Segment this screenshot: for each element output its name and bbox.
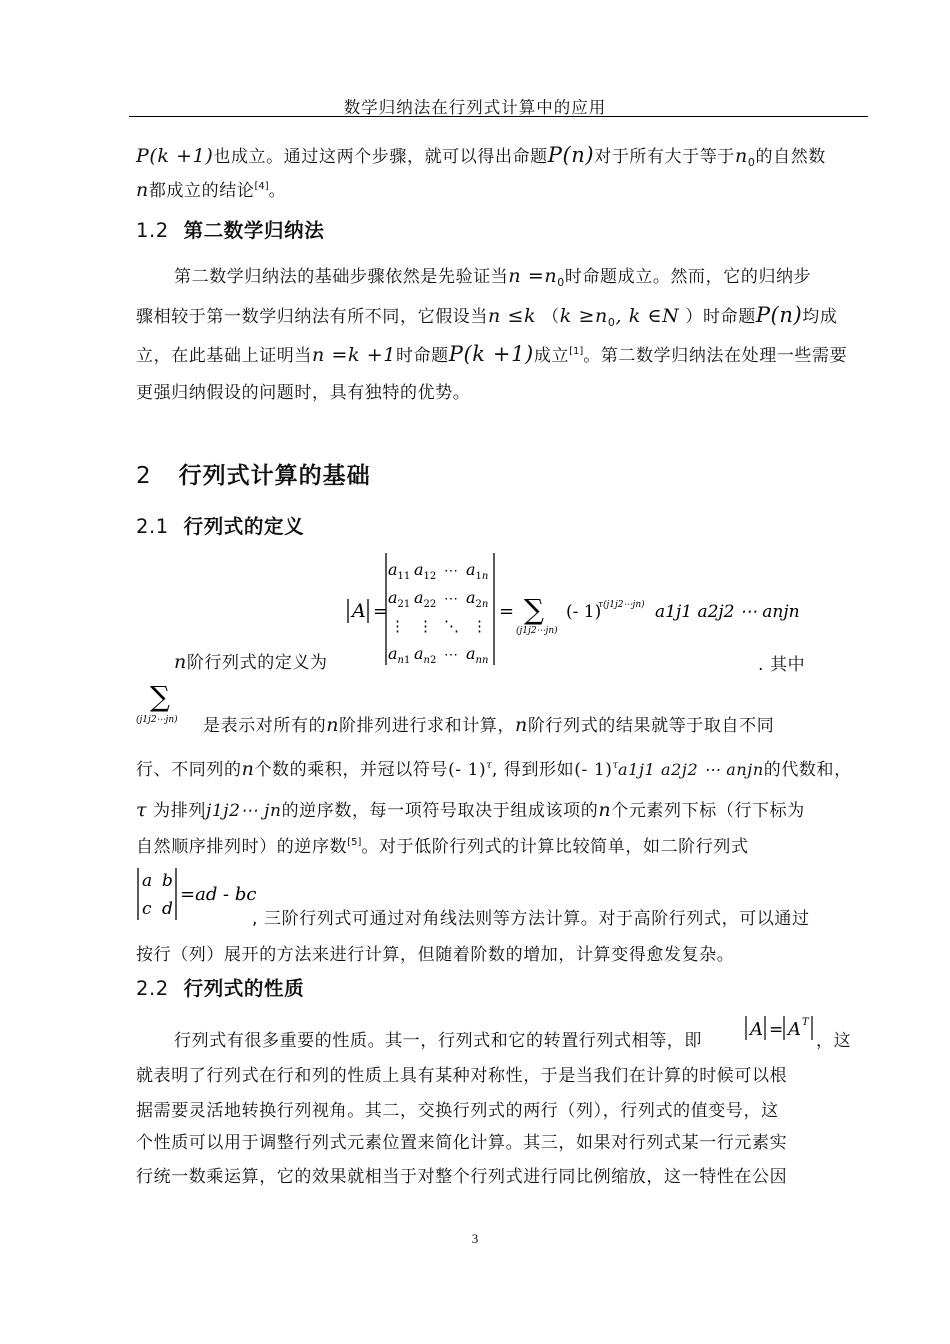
formula-k-in-N: , k ∈N	[615, 305, 680, 327]
citation-4: [4]	[254, 181, 269, 192]
var-n: n	[241, 758, 255, 780]
chapter-number: 2	[136, 463, 152, 489]
para3-text3: 是表示对所有的	[203, 716, 327, 736]
abs-A: A	[352, 600, 366, 622]
equals-sign-2: =	[499, 601, 515, 622]
para3-text2: . 其中	[758, 655, 806, 675]
citation-5: [5]	[347, 837, 362, 848]
det2-b: b	[162, 871, 173, 891]
para3-text4: 阶排列进行求和计算，	[339, 716, 516, 736]
formula-n0-sub: 0	[747, 156, 756, 169]
det2-rhs: =ad - bc	[180, 884, 257, 905]
para2-text10: 。第二数学归纳法在处理一些需要	[583, 346, 848, 366]
matrix-entry-cdots: ⋯	[444, 563, 458, 579]
section-number: 1.2	[136, 219, 169, 242]
para2-text9: 成立	[533, 346, 570, 366]
section-title: 行列式的性质	[183, 977, 305, 1000]
matrix-entry-a22: $a_{22}$	[414, 588, 437, 610]
running-header: 数学归纳法在行列式计算中的应用	[343, 98, 607, 117]
matrix-entry-a12: $a_{12}$	[414, 560, 437, 582]
para4-line5: 行统一数乘运算，它的效果就相当于对整个行列式进行同比例缩放，这一特性在公因	[136, 1167, 788, 1187]
para2-text4: （	[542, 307, 560, 327]
sign-tau: (- 1)	[574, 760, 613, 780]
formula-n: n	[136, 179, 149, 201]
para4-line1	[174, 1026, 702, 1051]
section-title: 行列式的定义	[183, 515, 305, 538]
para2-line3	[136, 341, 847, 366]
para2-line1	[174, 262, 811, 289]
formula-pk1: P(k +1)	[136, 145, 214, 167]
para2-text3: 骤相较于第一数学归纳法有所不同，它假设当	[136, 307, 488, 327]
equals-sign: =	[373, 601, 389, 622]
matrix-entry-a1n: $a_1n$	[466, 560, 489, 582]
para3-line1	[174, 648, 328, 673]
para1-text1: 也成立。通过这两个步骤，就可以得出命题	[213, 147, 548, 167]
sum-symbol: ∑	[524, 593, 544, 626]
section-title: 第二数学归纳法	[183, 219, 325, 242]
para3-text5: 阶行列式的结果就等于取自不同	[527, 716, 775, 736]
formula-n-eq-k1: n =k +1	[312, 344, 396, 366]
product-terms: a1j1 a2j2 ⋯ anjn	[655, 602, 800, 622]
para4-line3: 据需要灵活地转换行列视角。其二，交换行列式的两行（列），行列式的值变号，这	[136, 1101, 779, 1121]
chapter-title: 行列式计算的基础	[178, 463, 371, 489]
para3-text9: 的代数和，	[763, 760, 852, 780]
var-n: n	[174, 651, 187, 673]
matrix-entry-an1: $a_n1$	[388, 644, 411, 666]
sum-index: (j1j2⋯jn)	[516, 626, 558, 636]
matrix-entry-a2n: $a_2n$	[466, 588, 489, 610]
var-tau: τ	[136, 799, 148, 821]
section-number: 2.2	[136, 977, 169, 1000]
matrix-entry-a21: $a_{21}$	[388, 588, 411, 610]
para2-text1: 第二数学归纳法的基础步骤依然是先验证当	[174, 267, 509, 287]
matrix-entry-vdots: ⋮	[418, 617, 433, 635]
para3-text14: 。对于低阶行列式的计算比较简单，如二阶行列式	[361, 837, 749, 857]
determinant-definition-formula	[0, 545, 950, 675]
sign-tau-exp: τ	[486, 760, 492, 771]
matrix-entry-vdots: ⋮	[390, 617, 405, 635]
transpose-lhs: A	[750, 1019, 763, 1040]
para4-line4: 个性质可以用于调整行列式元素位置来简化计算。其三，如果对行列式某一行元素实	[136, 1133, 788, 1153]
formula-n-le-k: n ≤k	[488, 305, 537, 327]
para4-text1: 行列式有很多重要的性质。其一，行列式和它的转置行列式相等，即	[174, 1031, 702, 1051]
var-n: n	[598, 799, 612, 821]
sign-factor: (- 1)	[566, 602, 602, 622]
para3-text6: 行、不同列的	[136, 760, 242, 780]
matrix-entry-vdots: ⋮	[472, 617, 487, 635]
chapter-heading-2	[136, 457, 371, 490]
para3-line6: , 三阶行列式可通过对角线法则等方法计算。对于高阶行列式，可以通过	[252, 909, 810, 929]
section-heading-2-1	[136, 511, 304, 539]
formula-pn: P(n)	[755, 303, 803, 327]
det2-d: d	[162, 899, 173, 919]
det2-c: c	[142, 899, 152, 919]
page-number: 3	[471, 1231, 479, 1246]
para3-text12: 个元素列下标（行下标为	[611, 801, 805, 821]
sign-exponent: τ(j1j2⋯jn)	[598, 600, 645, 610]
sign-tau-exp: τ	[612, 760, 619, 771]
para3-line7: 按行（列）展开的方法来进行计算，但随着阶数的增加，计算变得愈发复杂。	[136, 945, 735, 965]
sum-index: (j1j2⋯jn)	[136, 715, 178, 725]
transpose-sup: T	[802, 1017, 809, 1028]
section-heading-1-2	[136, 215, 324, 243]
sign-tau: (- 1)	[448, 760, 487, 780]
matrix-entry-ann: $a_{nn}$	[466, 644, 489, 666]
sum-symbol: ∑	[150, 680, 170, 713]
para3-line5	[136, 832, 749, 857]
para3-text10: 为排列	[153, 801, 206, 821]
para2-text6: 均成	[802, 307, 838, 327]
para3-line3	[136, 755, 852, 780]
section-heading-2-2	[136, 973, 304, 1001]
para2-line2	[136, 302, 837, 329]
transpose-rhs: A	[788, 1019, 801, 1040]
equals-sign: =	[769, 1020, 784, 1040]
formula-k-ge-n0: k ≥n	[559, 305, 608, 327]
section-number: 2.1	[136, 515, 169, 538]
para2-text2: 时命题成立。然而，它的归纳步	[564, 267, 812, 287]
matrix-entry-cdots: ⋯	[444, 591, 458, 607]
para3-line4	[136, 796, 805, 821]
para2-line4: 更强归纳假设的问题时，具有独特的优势。	[136, 383, 471, 403]
para3-line2	[203, 711, 774, 736]
para3-text1: 阶行列式的定义为	[186, 653, 328, 673]
product-terms: a1j1 a2j2 ⋯ anjn	[618, 760, 764, 779]
para3-text7: 个数的乘积，并冠以符号	[254, 760, 449, 780]
var-n: n	[326, 714, 340, 736]
formula-k-ge-n0-sub: 0	[607, 316, 616, 329]
formula-pk1: P(k +1)	[448, 342, 534, 366]
para1-line1	[136, 142, 826, 169]
matrix-entry-ddots: ⋱	[444, 617, 459, 635]
det2-a: a	[142, 871, 153, 891]
formula-n-eq-n0: n =n	[508, 265, 558, 287]
para4-line2: 就表明了行列式在行和列的性质上具有某种对称性，于是当我们在计算的时候可以根	[136, 1066, 788, 1086]
para1-text2: 对于所有大于等于	[594, 147, 736, 167]
para3-text13: 自然顺序排列时）的逆序数	[136, 837, 348, 857]
matrix-entry-an2: $a_n2$	[414, 644, 437, 666]
para2-text5: ）时命题	[685, 307, 756, 327]
para3-text8: , 得到形如	[491, 760, 575, 780]
para1-text3: 的自然数	[755, 147, 826, 167]
formula-n0-sub: 0	[557, 276, 565, 289]
para1-line2	[136, 176, 286, 201]
header-rule	[129, 116, 868, 117]
permutation: j1j2⋯ jn	[205, 801, 282, 821]
para1-text4: 都成立的结论	[148, 181, 255, 201]
para3-text11: 的逆序数，每一项符号取决于组成该项的	[281, 801, 599, 821]
para2-text8: 时命题	[395, 346, 449, 366]
para2-text7: 立，在此基础上证明当	[136, 346, 312, 366]
matrix-entry-a11: $a_{11}$	[388, 560, 411, 582]
var-n: n	[515, 714, 528, 736]
matrix-entry-cdots: ⋯	[444, 647, 458, 663]
citation-1: [1]	[569, 346, 584, 357]
formula-n0: n	[735, 145, 748, 167]
formula-pn: P(n)	[547, 143, 595, 167]
para1-text5: 。	[268, 181, 287, 201]
sum-symbol-standalone	[134, 678, 204, 728]
para4-text2: ，这	[816, 1031, 852, 1051]
